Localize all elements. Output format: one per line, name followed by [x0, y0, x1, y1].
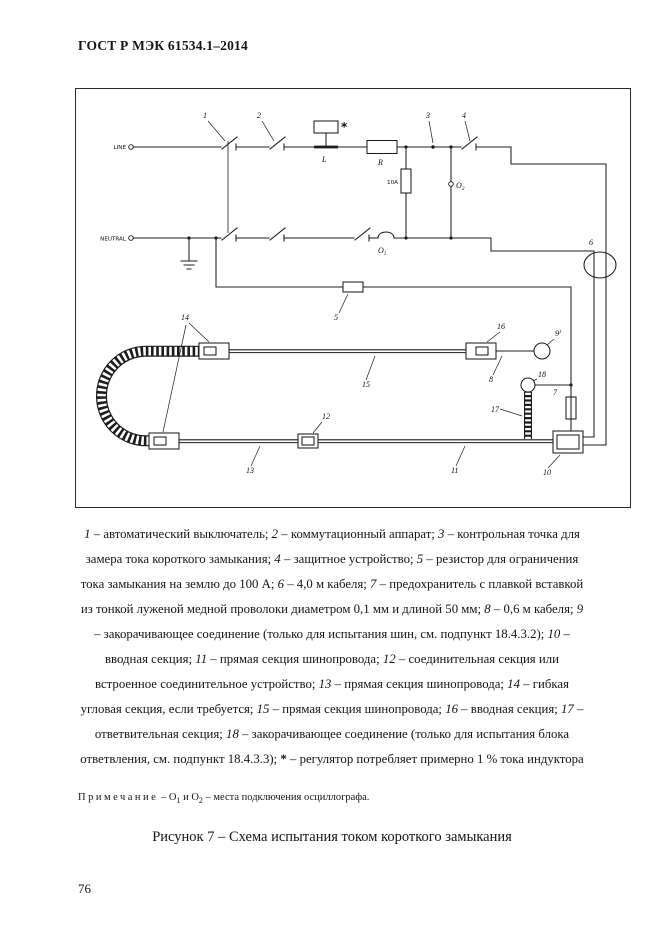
connector-13 [149, 433, 179, 449]
figure-caption: Рисунок 7 – Схема испытания током короткого замыкания [152, 829, 512, 845]
legend-item: 12 – соединительная секция или встроенное соединительное устройство; [95, 652, 559, 691]
legend-item: 18 – закорачивающее соединение (только для испытания блока ответвления, см. подпункт 18.4.3.3); [80, 727, 570, 766]
cable-marker-6 [584, 252, 616, 278]
note: Примечание – $О_1$ и $О_2$ – места подключения осциллографа. [78, 792, 370, 806]
callout-6: 6 [589, 238, 593, 247]
legend-item: 2 – коммутационный аппарат; [271, 527, 439, 541]
legend-item: 16 – вводная секция; [445, 702, 562, 716]
legend-item: 11 – прямая секция шинопровода; [195, 652, 383, 666]
callout-11: 11 [451, 466, 459, 475]
legend-item: 1 – автоматический выключатель; [84, 527, 272, 541]
figure-frame [75, 88, 631, 508]
osc1-label: $O_1$ [378, 246, 387, 257]
callout-17: 17 [491, 405, 499, 414]
legend-item: 9 – закорачивающее соединение (только для испытания шин, см. подпункт 18.4.3.2); [94, 602, 584, 641]
page-number: 76 [78, 881, 91, 896]
resistor-r [367, 141, 397, 154]
osc2-label: $O_2$ [456, 181, 465, 192]
line-label: LINE [113, 145, 126, 151]
supply-circuit [100, 120, 616, 445]
shunt-label: 10A [387, 180, 398, 186]
legend-item: 8 – 0,6 м кабеля; [484, 602, 577, 616]
legend-item: 17 – ответвительная секция; [94, 702, 584, 741]
resistor-5 [343, 282, 363, 292]
asterisk-mark: * [341, 120, 348, 134]
callout-5: 5 [334, 313, 338, 322]
neutral-label: NEUTRAL [100, 236, 126, 243]
callout-15: 15 [362, 380, 370, 389]
regulator-box [314, 121, 338, 133]
callout-9: 9) [555, 329, 561, 338]
osc2-terminal [449, 182, 454, 187]
legend-item: 6 – 4,0 м кабеля; [277, 577, 371, 591]
neutral-terminal [129, 236, 134, 241]
callout-8: 8 [489, 375, 493, 384]
legend-item: 3 – контрольная точка для замера тока короткого замыкания; [85, 527, 580, 566]
callout-2: 2 [257, 111, 261, 120]
callout-3: 3 [426, 111, 430, 120]
busbar-run [101, 343, 583, 453]
control-point-3 [431, 145, 434, 148]
standard-number: ГОСТ Р МЭК 61534.1–2014 [78, 38, 248, 53]
callout-10: 10 [543, 468, 551, 477]
legend-item: 5 – резистор для ограничения тока замыкания на землю до 100 А; [80, 552, 579, 591]
callout-7: 7 [553, 388, 557, 397]
callout-13: 13 [246, 466, 254, 475]
callout-12: 12 [322, 412, 330, 421]
callout-14: 14 [181, 313, 189, 322]
circuit-diagram [76, 89, 630, 507]
straight-section-15 [229, 350, 466, 353]
shorting-link-9 [534, 343, 550, 359]
earth-symbol [181, 238, 197, 269]
legend-item: 13 – прямая секция шинопровода; [318, 677, 508, 691]
callout-18: 18 [538, 370, 546, 379]
legend-item: * – регулятор потребляет примерно 1 % тока индуктора [280, 752, 584, 766]
shunt-resistor [401, 169, 411, 193]
input-section-16 [466, 343, 496, 359]
legend-item: 4 – защитное устройство; [274, 552, 417, 566]
inductor-label: L [322, 155, 327, 164]
joint-section-12 [298, 434, 318, 448]
note-label: Примечание [78, 792, 159, 803]
legend-item: 14 – гибкая угловая секция, если требуется; [80, 677, 569, 716]
earth-resistor-wire [216, 238, 571, 385]
shorting-link-18 [521, 378, 535, 392]
figure-legend [78, 522, 586, 772]
connector-14-15 [199, 343, 229, 359]
legend-item: 10 – вводная секция; [105, 627, 570, 666]
line-terminal [129, 145, 134, 150]
input-section-10 [553, 431, 583, 453]
callout-16: 16 [497, 322, 505, 331]
resistor-r-label: R [378, 158, 383, 167]
legend-item: 7 – предохранитель с плавкой вставкой из тонкой луженой медной проволоки диаметром 0,1 мм и длиной 50 мм; [80, 577, 584, 616]
straight-sections-13-11 [179, 440, 553, 443]
current-sensor [378, 232, 394, 238]
callout-1: 1 [203, 111, 207, 120]
callout-4: 4 [462, 111, 466, 120]
legend-item: 15 – прямая секция шинопровода; [256, 702, 446, 716]
